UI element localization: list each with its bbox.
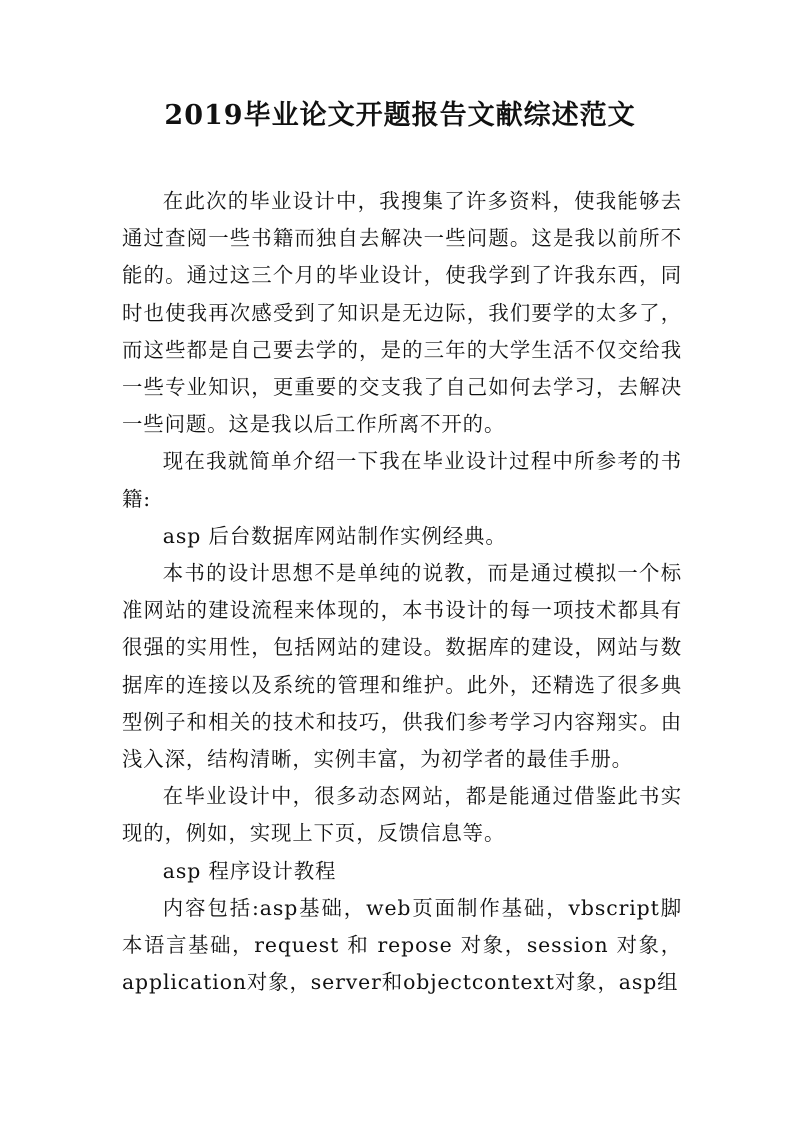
document-title: 2019毕业论文开题报告文献综述范文 xyxy=(164,100,636,131)
paragraph-book-description: 本书的设计思想不是单纯的说教，而是通过模拟一个标准网站的建设流程来体现的，本书设计的每一项技术都具有很强的实用性，包括网站的建设。数据库的建设，网站与数据库的连接以及系统的管理和维护。此外，还精选了很多典型例子和相关的技术和技巧，供我们参考学习内容翔实。由浅入深，结构清晰，实例丰富，为初学者的最佳手册。 xyxy=(122,561,682,772)
document-body xyxy=(122,183,682,1001)
paragraph-reference-intro: 现在我就简单介绍一下我在毕业设计过程中所参考的书籍: xyxy=(122,449,682,511)
paragraph-book-usage: 在毕业设计中，很多动态网站，都是能通过借鉴此书实现的，例如，实现上下页，反馈信息等。 xyxy=(122,784,682,846)
paragraph-book-asp-tutorial: asp 程序设计教程 xyxy=(162,858,337,883)
paragraph-book-asp-database: asp 后台数据库网站制作实例经典。 xyxy=(162,523,507,548)
paragraph-tutorial-contents: 内容包括:asp基础，web页面制作基础，vbscript脚本语言基础，request 和 repose 对象，session 对象，application对象，server和objectcontext对象，asp组 xyxy=(122,895,682,995)
paragraph-intro: 在此次的毕业设计中，我搜集了许多资料，使我能够去通过查阅一些书籍而独自去解决一些问题。这是我以前所不能的。通过这三个月的毕业设计，使我学到了许我东西，同时也使我再次感受到了知识是无边际，我们要学的太多了，而这些都是自己要去学的，是的三年的大学生活不仅交给我一些专业知识，更重要的交支我了自己如何去学习，去解决一些问题。这是我以后工作所离不开的。 xyxy=(122,189,682,437)
